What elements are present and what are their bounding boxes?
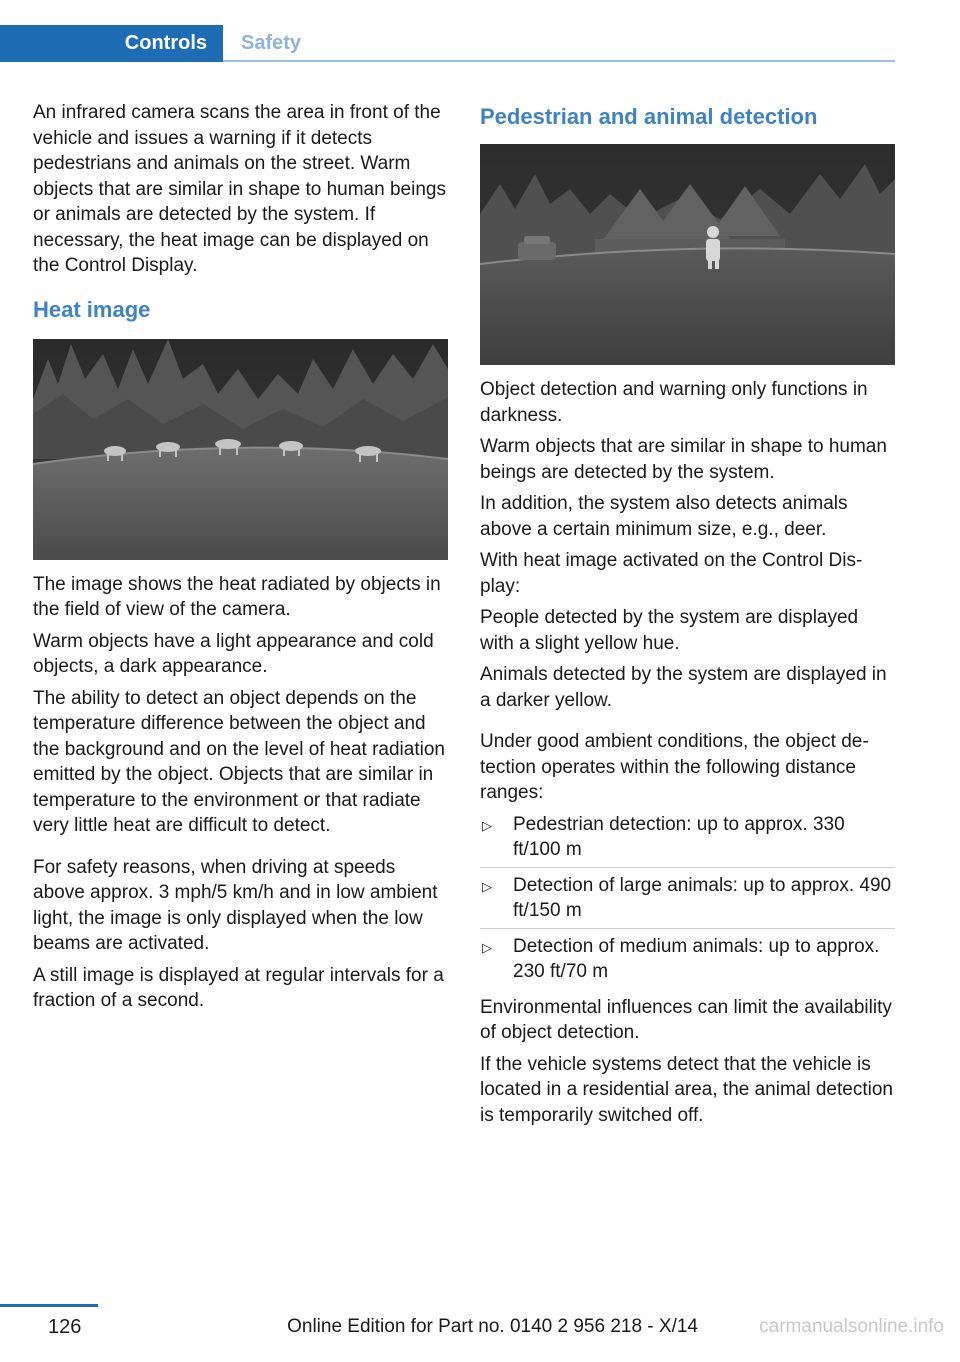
tab-controls[interactable]: Controls: [0, 25, 223, 62]
paragraph-people-yellow: People detected by the system are displayed with a slight yellow hue.: [480, 607, 859, 654]
pedestrian-detection-illustration: [480, 144, 895, 365]
intro-paragraph: An infrared camera scans the area in front of the vehicle and issues a warning if it detects pedestrians and animals on the street. Warm objects that are similar in shape to human beings or animals are detected by the system. If necessary, the heat image can be displayed on the Control Display.: [33, 102, 446, 276]
list-item-text: Detection of medium animals: up to approx. 230 ft/70 m: [513, 935, 880, 982]
heat-image-heading: Heat image: [33, 296, 151, 322]
paragraph-warm-cold: Warm objects have a light appearance and cold objects, a dark appearance.: [33, 630, 434, 677]
heat-image-illustration: [33, 339, 448, 560]
tab-safety[interactable]: Safety: [241, 32, 302, 54]
paragraph-still-image: A still image is displayed at regular intervals for a fraction of a second.: [33, 964, 444, 1011]
right-column: [480, 100, 895, 1134]
paragraph-residential: If the vehicle systems detect that the vehicle is located in a residential area, the animal detection is temporarily switched off.: [480, 1053, 893, 1126]
triangle-bullet-icon: ▷: [482, 939, 492, 955]
paragraph-distance-ranges: Under good ambient conditions, the object detection operates within the following distance ranges:: [480, 731, 869, 803]
paragraph-detection-ability: The ability to detect an object depends on the temperature difference between the object and the background and on the level of heat radiation emitted by the object. Objects that are similar in temperature to the environment or that radiate very little heat are difficult to detect.: [33, 687, 445, 836]
list-item: [480, 934, 895, 989]
list-item-text: Detection of large animals: up to approx. 490 ft/150 m: [513, 874, 892, 921]
triangle-bullet-icon: ▷: [482, 878, 492, 894]
paragraph-heat-radiated: The image shows the heat radiated by objects in the field of view of the camera.: [33, 573, 441, 620]
pedestrian-detection-heading: Pedestrian and animal detection: [480, 104, 818, 129]
edition-note: Online Edition for Part no. 0140 2 956 218 - X/14: [287, 1316, 698, 1337]
left-column: [33, 100, 448, 1020]
header-divider: [223, 60, 895, 62]
list-item: [480, 873, 895, 929]
site-watermark: carmanualsonline.info: [759, 1316, 944, 1337]
paragraph-darkness: Object detection and warning only functions in darkness.: [480, 379, 868, 426]
paragraph-control-display: With heat image activated on the Control Display:: [480, 550, 863, 597]
paragraph-environment: Environmental influences can limit the availability of object detection.: [480, 996, 892, 1043]
triangle-bullet-icon: ▷: [482, 817, 492, 833]
paragraph-animals: In addition, the system also detects animals above a certain minimum size, e.g., deer.: [480, 493, 848, 540]
distance-list: [480, 812, 895, 989]
page-number: 126: [48, 1316, 82, 1338]
paragraph-safety-speed: For safety reasons, when driving at speeds above approx. 3 mph/5 km/h and in low ambient light, the image is only displayed when the low beams are activated.: [33, 856, 438, 954]
list-item-text: Pedestrian detection: up to approx. 330 ft/100 m: [513, 813, 845, 860]
list-item: [480, 812, 895, 868]
chapter-header: [0, 0, 895, 62]
footer-accent-rule: [0, 1304, 98, 1307]
paragraph-animals-yellow: Animals detected by the system are displayed in a darker yellow.: [480, 664, 887, 711]
paragraph-human-shape: Warm objects that are similar in shape to human beings are detected by the system.: [480, 436, 887, 483]
